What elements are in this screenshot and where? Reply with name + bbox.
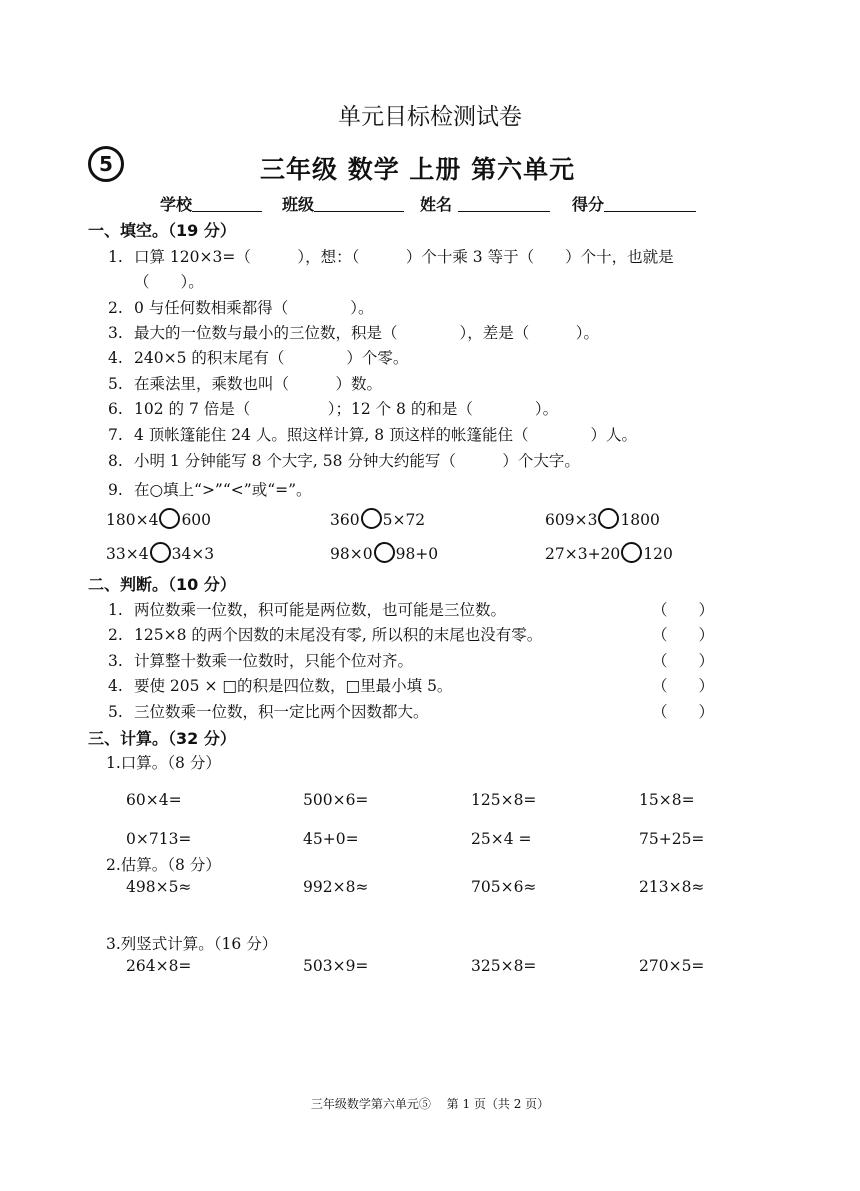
- estimate-problem: 992×8≈: [303, 878, 369, 896]
- page-title: 单元目标检测试卷: [338, 104, 522, 130]
- judge-answer-paren[interactable]: （ ）: [652, 626, 715, 644]
- compare-circle[interactable]: [374, 542, 395, 563]
- section-3-heading: 三、计算。（32 分）: [88, 729, 236, 748]
- name-field: [420, 192, 550, 215]
- compare-item: 360 5×72: [330, 508, 425, 529]
- section-1-heading: 一、填空。（19 分）: [88, 221, 236, 240]
- estimate-problem: 498×5≈: [126, 878, 192, 896]
- score-label: 得分: [572, 195, 605, 214]
- unit-number-badge: 5: [88, 146, 124, 182]
- compare-item: 180×4 600: [106, 508, 211, 529]
- compare-item: 33×4 34×3: [106, 542, 214, 563]
- score-blank[interactable]: [604, 195, 696, 212]
- school-blank[interactable]: [192, 195, 262, 212]
- oral-problem: 25×4 =: [471, 830, 532, 848]
- fill-item-3: 3. 最大的一位数与最小的三位数，积是（ ），差是（ ）。: [108, 324, 600, 342]
- exam-subtitle: 三年级 数学 上册 第六单元: [260, 155, 576, 184]
- compare-item: 27×3+20 120: [545, 542, 673, 563]
- judge-item-4: 4. 要使 205 × □的积是四位数，□里最小填 5。: [108, 677, 453, 695]
- oral-problem: 45+0=: [303, 830, 359, 848]
- fill-item-4: 4. 240×5 的积末尾有（ ）个零。: [108, 349, 409, 367]
- judge-answer-paren[interactable]: （ ）: [652, 652, 715, 670]
- fill-item-2: 2. 0 与任何数相乘都得（ ）。: [108, 299, 374, 317]
- compare-circle[interactable]: [361, 508, 382, 529]
- fill-item-9: 9. 在○填上“>”“<”或“=”。: [108, 481, 312, 499]
- class-label: 班级: [282, 195, 315, 214]
- fill-item-8: 8. 小明 1 分钟能写 8 个大字, 58 分钟大约能写（ ）个大字。: [108, 452, 580, 470]
- judge-answer-paren[interactable]: （ ）: [652, 601, 715, 619]
- oral-problem: 15×8=: [639, 791, 695, 809]
- oral-problem: 125×8=: [471, 791, 537, 809]
- vertical-problem: 264×8=: [126, 957, 192, 975]
- judge-answer-paren[interactable]: （ ）: [652, 703, 715, 721]
- section-2-heading: 二、判断。（10 分）: [88, 575, 236, 594]
- oral-problem: 75+25=: [639, 830, 705, 848]
- fill-item-5: 5. 在乘法里，乘数也叫（ ）数。: [108, 375, 383, 393]
- compare-item: 609×3 1800: [545, 508, 660, 529]
- compare-circle[interactable]: [159, 508, 180, 529]
- fill-item-1: 1. 口算 120×3=（ ），想：（ ）个十乘 3 等于（ ）个十，也就是: [108, 248, 674, 266]
- judge-answer-paren[interactable]: （ ）: [652, 677, 715, 695]
- school-field: [160, 192, 262, 215]
- oral-problem: 500×6=: [303, 791, 369, 809]
- vertical-problem: 270×5=: [639, 957, 705, 975]
- oral-calc-heading: 1.口算。（8 分）: [106, 754, 221, 772]
- school-label: 学校: [160, 195, 193, 214]
- judge-item-5: 5. 三位数乘一位数，积一定比两个因数都大。: [108, 703, 429, 721]
- name-label: 姓名: [420, 195, 453, 214]
- class-field: [282, 192, 404, 215]
- oral-problem: 60×4=: [126, 791, 182, 809]
- name-blank[interactable]: [458, 195, 550, 212]
- estimate-problem: 705×6≈: [471, 878, 537, 896]
- fill-item-1-cont: （ ）。: [134, 273, 204, 291]
- score-field: [572, 192, 696, 215]
- page-footer: 三年级数学第六单元⑤ 第 1 页（共 2 页）: [310, 1097, 550, 1111]
- judge-item-3: 3. 计算整十数乘一位数时，只能个位对齐。: [108, 652, 414, 670]
- vertical-problem: 325×8=: [471, 957, 537, 975]
- estimate-heading: 2.估算。（8 分）: [106, 856, 221, 874]
- compare-circle[interactable]: [598, 508, 619, 529]
- vertical-problem: 503×9=: [303, 957, 369, 975]
- oral-problem: 0×713=: [126, 830, 192, 848]
- vertical-calc-heading: 3.列竖式计算。（16 分）: [106, 935, 278, 953]
- estimate-problem: 213×8≈: [639, 878, 705, 896]
- compare-item: 98×0 98+0: [330, 542, 438, 563]
- class-blank[interactable]: [314, 195, 404, 212]
- fill-item-7: 7. 4 顶帐篷能住 24 人。照这样计算, 8 顶这样的帐篷能住（ ）人。: [108, 426, 638, 444]
- compare-circle[interactable]: [621, 542, 642, 563]
- judge-item-1: 1. 两位数乘一位数，积可能是两位数，也可能是三位数。: [108, 601, 507, 619]
- judge-item-2: 2. 125×8 的两个因数的末尾没有零, 所以积的末尾也没有零。: [108, 626, 543, 644]
- fill-item-6: 6. 102 的 7 倍是（ ）；12 个 8 的和是（ ）。: [108, 400, 559, 418]
- compare-circle[interactable]: [150, 542, 171, 563]
